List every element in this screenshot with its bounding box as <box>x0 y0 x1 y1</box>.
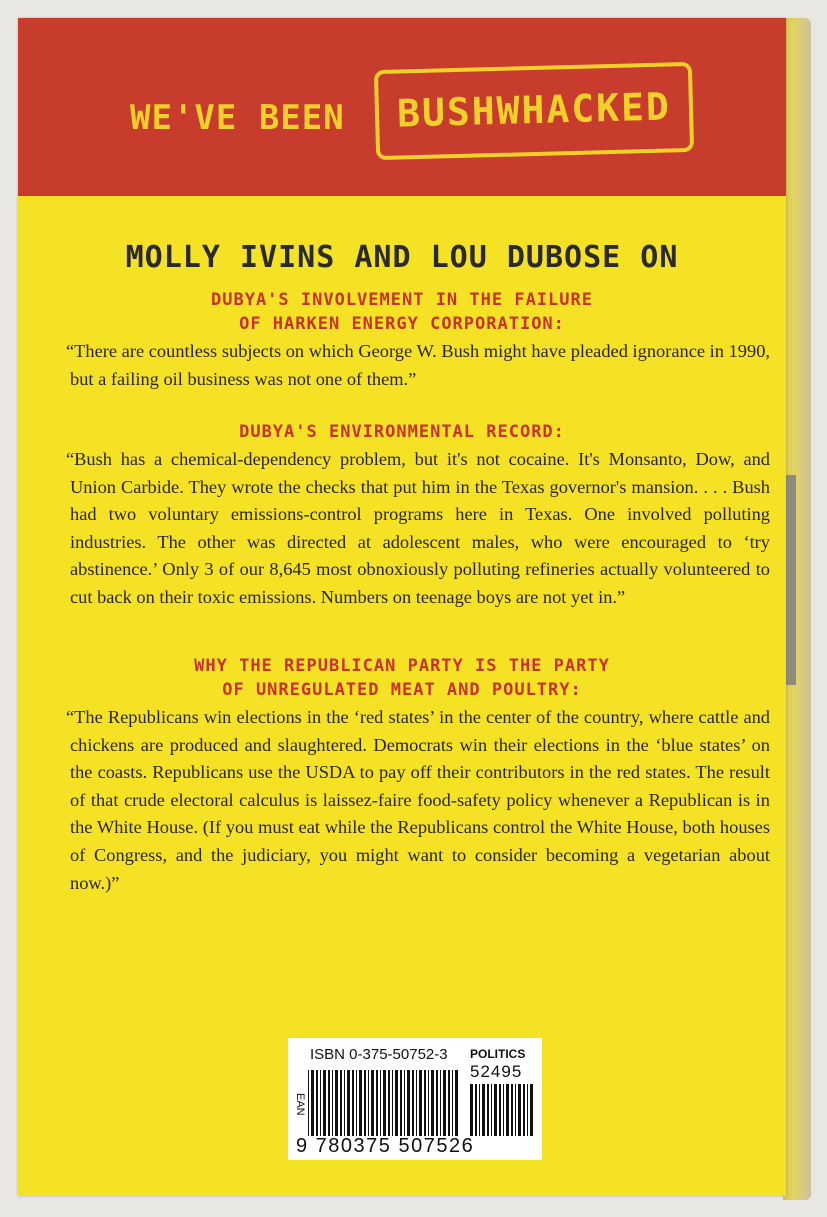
price-code: 52495 <box>470 1062 523 1081</box>
barcode-stripe <box>376 1070 378 1136</box>
ean-digits: 9 780375 507526 <box>296 1135 475 1157</box>
barcode-stripe <box>455 1070 458 1136</box>
section-heading-environment: DUBYA'S ENVIRONMENTAL RECORD: <box>239 422 565 442</box>
barcode-stripe <box>416 1070 417 1136</box>
barcode-stripe <box>320 1070 321 1136</box>
barcode-stripe <box>344 1070 345 1136</box>
barcode-stripe <box>527 1084 528 1136</box>
barcode-stripe <box>424 1070 426 1136</box>
barcode-label <box>288 1038 542 1160</box>
barcode-stripe <box>452 1070 453 1136</box>
category-label: POLITICS <box>470 1047 526 1061</box>
barcode-stripe <box>407 1070 410 1136</box>
tagline: WE'VE BEEN <box>130 98 345 138</box>
barcode-stripe <box>335 1070 338 1136</box>
section-heading-meat-poultry: WHY THE REPUBLICAN PARTY IS THE PARTY OF UNREGULATED MEAT AND POULTRY: <box>194 656 610 700</box>
ean-barcode <box>308 1070 458 1136</box>
quote-meat-poultry: “The Republicans win elections in the ‘red states’ in the center of the country, where cattle and chickens are produced and slaughtered. Democrats win their elections in the ‘blue states’ on the coasts. Republicans use the USDA to pay off their contributors in the red states. The result of that crude electoral calculus is laissez-faire food-safety policy whenever a Republican is in the White House. (If you must eat while the Republicans control the White House, both houses of Congress, and the judiciary, you might want to consider becoming a vegetarian about now.)” <box>66 707 770 893</box>
barcode-stripe <box>359 1070 362 1136</box>
barcode-stripe <box>479 1084 480 1136</box>
barcode-stripe <box>440 1070 441 1136</box>
barcode-stripe <box>388 1070 390 1136</box>
quote-harken: “There are countless subjects on which George W. Bush might have pleaded ignorance in 1990, but a failing oil business was not one of them.” <box>66 341 770 389</box>
barcode-stripe <box>530 1084 533 1136</box>
barcode-stripe <box>515 1084 516 1136</box>
authors-headline: MOLLY IVINS AND LOU DUBOSE ON <box>125 240 679 275</box>
barcode-stripe <box>491 1084 492 1136</box>
barcode-stripe <box>523 1084 525 1136</box>
barcode-stripe <box>328 1070 330 1136</box>
barcode-stripe <box>395 1070 398 1136</box>
barcode-stripe <box>494 1084 497 1136</box>
price-barcode <box>470 1084 534 1136</box>
barcode-stripe <box>340 1070 342 1136</box>
barcode-stripe <box>347 1070 350 1136</box>
barcode-stripe <box>482 1084 485 1136</box>
barcode-stripe <box>431 1070 434 1136</box>
barcode-stripe <box>356 1070 357 1136</box>
barcode-stripe <box>392 1070 393 1136</box>
red-title-band <box>18 18 786 196</box>
barcode-stripe <box>323 1070 326 1136</box>
section-heading-harken: DUBYA'S INVOLVEMENT IN THE FAILURE OF HARKEN ENERGY CORPORATION: <box>211 290 593 334</box>
barcode-stripe <box>404 1070 405 1136</box>
barcode-stripe <box>448 1070 450 1136</box>
barcode-stripe <box>316 1070 318 1136</box>
barcode-stripe <box>368 1070 369 1136</box>
barcode-stripe <box>332 1070 333 1136</box>
bushwhacked-stamp <box>374 62 694 160</box>
barcode-stripe <box>412 1070 414 1136</box>
barcode-stripe <box>371 1070 374 1136</box>
stamp-word: BUSHWHACKED <box>396 84 672 136</box>
barcode-stripe <box>364 1070 366 1136</box>
barcode-stripe <box>436 1070 438 1136</box>
quote-environment: “Bush has a chemical-dependency problem, but it's not cocaine. It's Monsanto, Dow, and Union Carbide. They wrote the checks that put him in the Texas governor's mansion. . . . Bush had two voluntary emissions-control programs here in Texas. One involved polluting industries. The other was directed at adolescent males, who were encouraged to ‘try abstinence.’ Only 3 of our 8,645 most obnoxiously polluting refineries actually volunteered to cut back on their toxic emissions. Numbers on teenage boys are not yet in.” <box>66 449 770 607</box>
barcode-stripe <box>518 1084 521 1136</box>
barcode-stripe <box>499 1084 501 1136</box>
barcode-stripe <box>400 1070 402 1136</box>
book-back-cover <box>18 18 786 1196</box>
barcode-stripe <box>383 1070 386 1136</box>
barcode-stripe <box>506 1084 509 1136</box>
barcode-stripe <box>428 1070 429 1136</box>
ean-label: EAN <box>294 1092 306 1116</box>
isbn-number: ISBN 0-375-50752-3 <box>310 1046 448 1063</box>
barcode-stripe <box>380 1070 381 1136</box>
barcode-stripe <box>311 1070 314 1136</box>
barcode-stripe <box>419 1070 422 1136</box>
barcode-stripe <box>503 1084 504 1136</box>
barcode-stripe <box>352 1070 354 1136</box>
barcode-stripe <box>475 1084 477 1136</box>
barcode-stripe <box>308 1070 309 1136</box>
barcode-stripe <box>511 1084 513 1136</box>
barcode-stripe <box>443 1070 446 1136</box>
barcode-stripe <box>487 1084 489 1136</box>
barcode-stripe <box>470 1084 473 1136</box>
